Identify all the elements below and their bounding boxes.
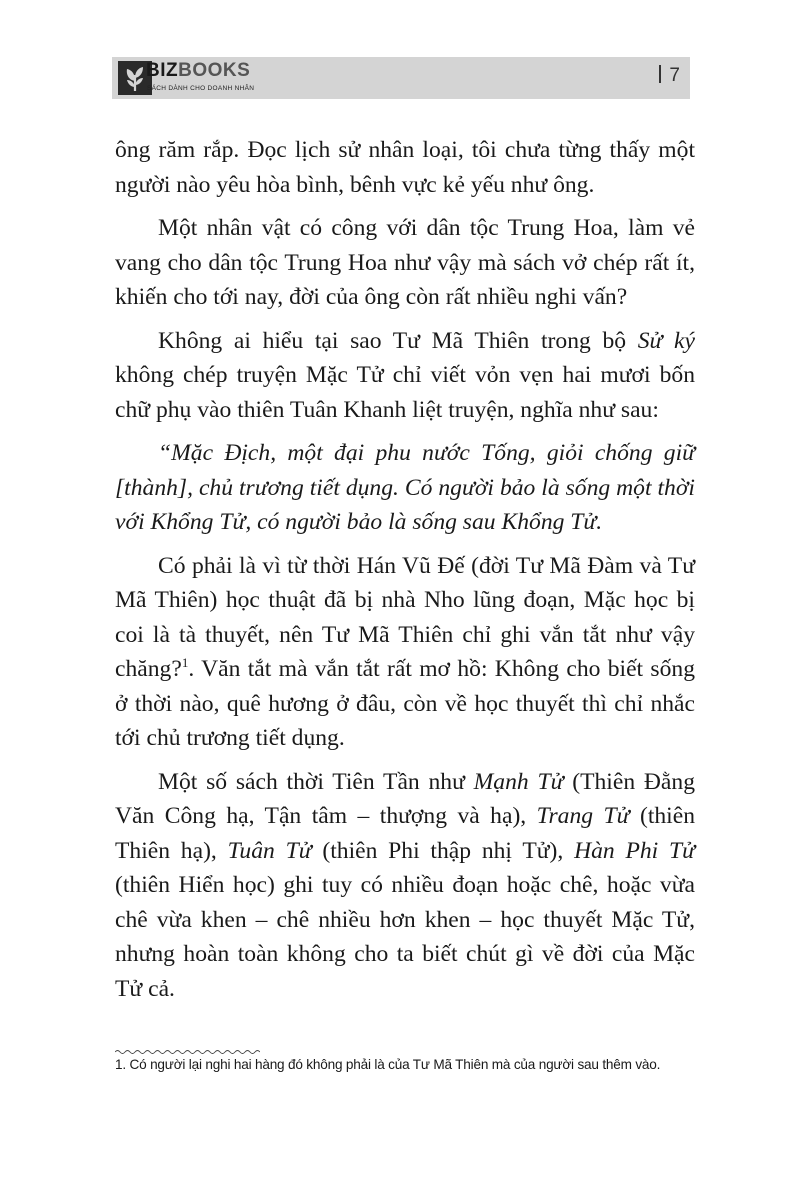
page-header: [112, 57, 690, 99]
page-number: 7: [659, 65, 680, 87]
brand-logo: BIZBOOKS: [146, 60, 251, 81]
paragraph-1: ông răm rắp. Đọc lịch sử nhân loại, tôi chưa từng thấy một người nào yêu hòa bình, bênh vực kẻ yếu như ông.: [115, 137, 695, 198]
paragraph-6: Một số sách thời Tiên Tần như Mạnh Tử (Thiên Đằng Văn Công hạ, Tận tâm – thượng và hạ), Trang Tử (thiên Thiên hạ), Tuân Tử (thiên Phi thập nhị Tử), Hàn Phi Tử (thiên Hiển học) ghi tuy có nhiều đoạn hoặc chê, hoặc vừa chê vừa khen – chê nhiều hơn khen – học thuyết Mặc Tử, nhưng hoàn toàn không cho ta biết chút gì về đời của Mặc Tử cả.: [115, 768, 696, 1002]
paragraph-3: Không ai hiểu tại sao Tư Mã Thiên trong bộ Sử ký không chép truyện Mặc Tử chỉ viết vỏn vẹn hai mươi bốn chữ phụ vào thiên Tuân Khanh liệt truyện, nghĩa như sau:: [115, 327, 695, 423]
quote-paragraph: “Mặc Địch, một đại phu nước Tống, giỏi chống giữ [thành], chủ trương tiết dụng. Có người bảo là sống một thời với Khổng Tử, có người bảo là sống sau Khổng Tử.: [115, 440, 695, 535]
brand-tagline: SÁCH DÀNH CHO DOANH NHÂN: [147, 85, 255, 92]
paragraph-2: Một nhân vật có công với dân tộc Trung Hoa, làm vẻ vang cho dân tộc Trung Hoa như vậy mà sách vở chép rất ít, khiến cho tới nay, đời của ông còn rất nhiều nghi vấn?: [115, 215, 695, 310]
footnote-divider: [115, 1040, 260, 1046]
body-text: [115, 133, 695, 1015]
footnote-ref: 1: [181, 655, 189, 670]
footnote: 1. Có người lại nghi hai hàng đó không phải là của Tư Mã Thiên mà của người sau thêm vào.: [115, 1057, 661, 1072]
paragraph-5: Có phải là vì từ thời Hán Vũ Đế (đời Tư Mã Đàm và Tư Mã Thiên) học thuật đã bị nhà Nho lũng đoạn, Mặc học bị coi là tà thuyết, nên Tư Mã Thiên chỉ ghi vắn tắt như vậy chăng?$^1$. Văn tắt mà vắn tắt rất mơ hồ: Không cho biết sống ở thời nào, quê hương ở đâu, còn về học thuyết thì chỉ nhắc tới chủ trương tiết dụng.: [115, 552, 695, 751]
